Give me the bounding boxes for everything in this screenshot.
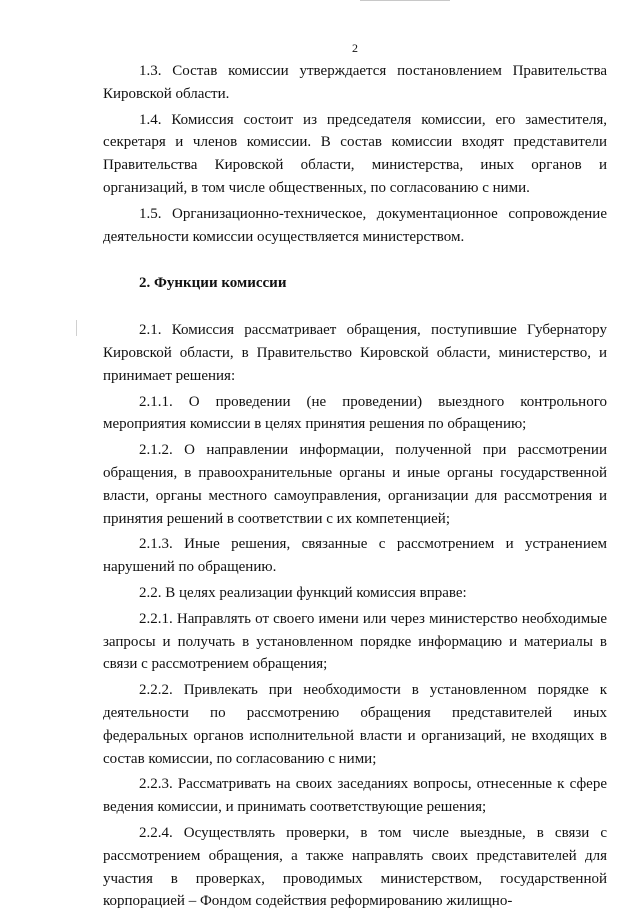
paragraph-2-1-3: 2.1.3. Иные решения, связанные с рассмотрением и устранением нарушений по обращению. (103, 536, 607, 576)
paragraph-1-3: 1.3. Состав комиссии утверждается постановлением Правительства Кировской области. (103, 63, 607, 102)
paragraph-2-2-2: 2.2.2. Привлекать при необходимости в установленном порядке к деятельности по рассмотрению обращения представителей иных федеральных органов исполнительной власти и организаций, не входящих в состав комиссии, по согласованию с ними; (103, 682, 607, 767)
scan-artifact-line (360, 0, 450, 1)
paragraph-1-4: 1.4. Комиссия состоит из председателя комиссии, его заместителя, секретаря и членов комиссии. В состав комиссии входят представители Правительства Кировской области, министерства, иных органов и организаций, в том числе общественных, по согласованию с ними. (103, 111, 607, 196)
paragraph-1-5: 1.5. Организационно-техническое, документационное сопровождение деятельности комиссии осуществляется министерством. (103, 205, 607, 245)
page-number: 2 (352, 41, 358, 55)
paragraph-2-2-4: 2.2.4. Осуществлять проверки, в том числе выездные, в связи с рассмотрением обращения, а также направлять своих представителей для участия в проверках, проводимых министерством, государственной корпорацией – Фондом содействия реформированию жилищно- (103, 824, 607, 910)
paragraph-2-1-1: 2.1.1. О проведении (не проведении) выездного контрольного мероприятия комиссии в целях принятия решения по обращению; (103, 393, 607, 433)
paragraph-2-1-2: 2.1.2. О направлении информации, полученной при рассмотрении обращения, в правоохранительные органы и иные органы государственной власти, органы местного самоуправления, организации для рассмотрения и принятия решений в соответствии с их компетенцией; (103, 442, 607, 527)
section-heading: 2. Функции комиссии (139, 275, 287, 292)
scan-artifact-mark (76, 320, 77, 336)
paragraph-2-2-1: 2.2.1. Направлять от своего имени или через министерство необходимые запросы и получать в установленном порядке информацию и материалы в связи с рассмотрением обращения; (103, 610, 607, 673)
paragraph-2-2-3: 2.2.3. Рассматривать на своих заседаниях вопросы, отнесенные к сфере ведения комиссии, и принимать соответствующие решения; (103, 776, 607, 816)
document-body (103, 60, 607, 916)
paragraph-2-1: 2.1. Комиссия рассматривает обращения, поступившие Губернатору Кировской области, в Правительство Кировской области, министерство, и принимает решения: (103, 322, 607, 384)
paragraph-2-2: 2.2. В целях реализации функций комиссия вправе: (139, 584, 467, 601)
